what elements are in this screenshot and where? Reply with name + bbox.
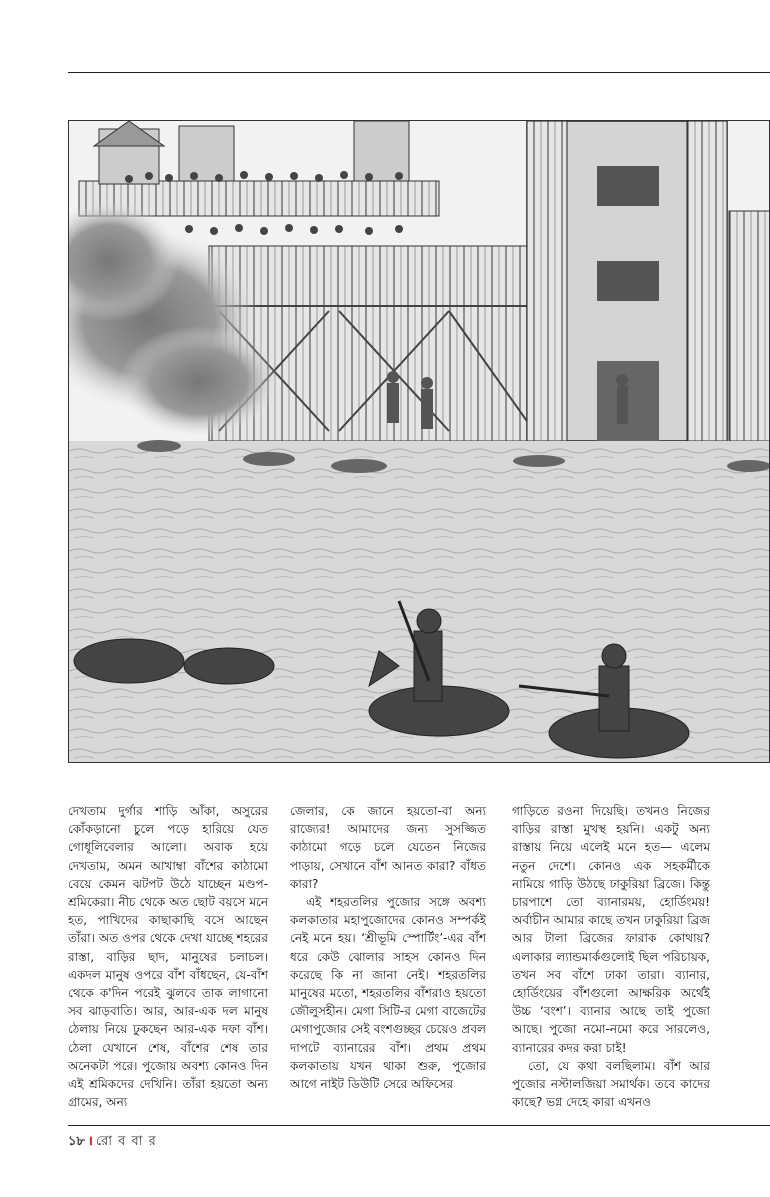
- paragraph: জেলার, কে জানে হয়তো-বা অন্য রাজ্যের! আমাদের জন্য সুসজ্জিত কাঠামো গড়ে চলে যেতেন নিজের পাড়ায়, সেখানে বাঁশ আনত কারা? বাঁধত কারা?: [290, 804, 486, 891]
- paragraph: দেখতাম দুর্গার শাড়ি আঁকা, অসুরের কোঁকড়ানো চুলে পড়ে হারিয়ে যেত গোধূলিবেলার আলো। অবাক হয়ে দেখতাম, অমন আখাম্বা বাঁশের কাঠামো বেয়ে কেমন ঝটপট উঠে যাচ্ছেন মণ্ডপ-শ্রমিকেরা। নীচ থেকে অত ছোট বয়সে মনে হত, পাখিদের কাছাকাছি বসে আছেন তাঁরা। অত ওপর থেকে দেখা যাচ্ছে শহরের রাস্তা, বাড়ির ছাদ, মানুষের চলাচল। একদল মানুষ ওপরে বাঁশ বাঁধছেন, যে-বাঁশ থেকে ক'দিন পরেই ঝুলবে তাক লাগানো সব ঝাড়বাতি। আর, আর-এক দল মানুষ ঠেলায় নিয়ে ঢুকছেন আর-এক দফা বাঁশ। ঠেলা যেখানে শেষ, বাঁশের শেষ তার অনেকটা পরে। পুজোয় অবশ্য কোনও দিন এই শ্রমিকদের দেখিনি। তাঁরা হয়তো অন্য গ্রামের, অন্য: [68, 804, 268, 1110]
- footer-separator: ।: [87, 1134, 93, 1149]
- article-column-2: [290, 802, 486, 1093]
- paragraph: এই শহরতলির পুজোর সঙ্গে অবশ্য কলকাতার মহাপুজোদের কোনও সম্পর্কই নেই মনে হয়। ‘শ্রীভূমি স্পোর্টিং’-এর বাঁশ ধরে কেউ ঝোলার সাহস কোনও দিন করেছে কি না জানা নেই। শহরতলির মানুষের মতো, শহরতলির বাঁশরাও হয়তো জৌলুসহীন। মেগা সিটি-র মেগা বাজেটের মেগাপুজোর সেই বংশগুচ্ছর চেয়েও প্রবল দাপটে ব্যানারের বাঁশ। প্রথম প্রথম কলকাতায় যখন থাকা শুরু, পুজোর আগে নাইট ডিউটি সেরে অফিসের: [290, 895, 486, 1092]
- page-footer: [68, 1131, 157, 1153]
- header-rule: [68, 72, 770, 73]
- article-column-1: [68, 802, 268, 1111]
- page-number: ১৮: [68, 1134, 85, 1149]
- footer-rule: [68, 1125, 770, 1126]
- article-body: [0, 802, 770, 1110]
- paragraph: তো, যে কথা বলছিলাম। বাঁশ আর পুজোর নস্টালজিয়া সমার্থক। তবে কাদের কাছে? ভগ্ন দেহে কারা এখনও: [512, 1058, 710, 1110]
- magazine-name: রো ব বা র: [95, 1134, 157, 1149]
- article-column-3: [512, 802, 710, 1111]
- battle-scene-illustration: [68, 120, 770, 763]
- paragraph: গাড়িতে রওনা দিয়েছি। তখনও নিজের বাড়ির রাস্তা মুখস্থ হয়নি। একটু অন্য রাস্তায় নিয়ে এলেই মনে হত— এলেম নতুন দেশে। কোনও এক সহকর্মীকে নামিয়ে গাড়ি উঠছে ঢাকুরিয়া ব্রিজে। কিন্তু চারপাশে তো ব্যানারময়, হোর্ডিংময়! অর্বাচীন আমার কাছে তখন ঢাকুরিয়া ব্রিজ আর টালা ব্রিজের ফারাক কোথায়? এলাকার ল্যান্ডমার্কগুলোই ছিল পরিচায়ক, তখন সব বাঁশে ঢাকা তারা। ব্যানার, হোর্ডিংয়ের বাঁশগুলো আক্ষরিক অর্থেই উচ্চ ‘বংশ’। ব্যানার আছে তাই পুজো আছে। পুজো নমো-নমো করে সারলেও, ব্যানারের কদর করা চাই!: [512, 804, 710, 1055]
